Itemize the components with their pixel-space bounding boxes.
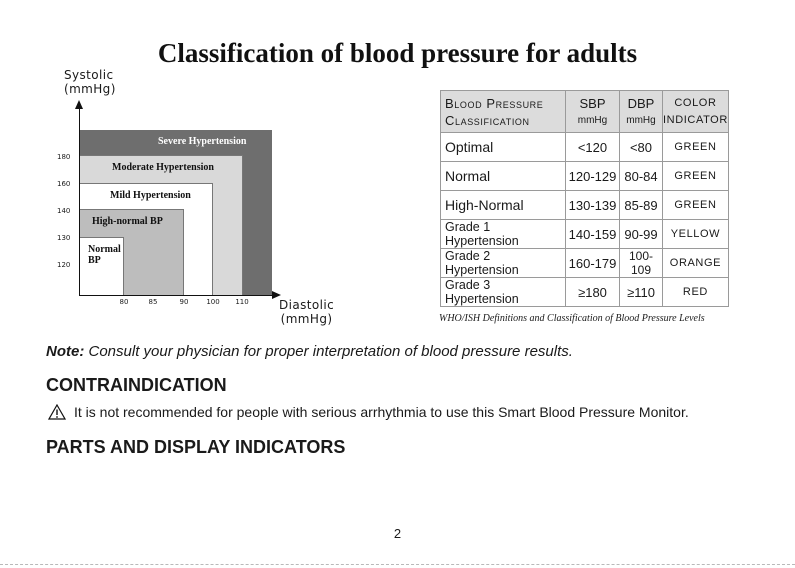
- row-color: YELLOW: [663, 220, 729, 249]
- header-classification-line2: Classification: [445, 112, 530, 128]
- page-title: Classification of blood pressure for adults: [157, 38, 638, 68]
- header-color-indicator: [663, 91, 729, 133]
- row-dbp: 100-109: [620, 249, 663, 278]
- contraindication-text: It is not recommended for people with serious arrhythmia to use this Smart Blood Pressure Monitor.: [74, 404, 689, 420]
- chart-band-label: Moderate Hypertension: [112, 162, 214, 173]
- row-classification: Normal: [441, 162, 566, 191]
- y-axis-line: [79, 108, 80, 296]
- row-sbp: 160-179: [566, 249, 620, 278]
- x-tick: 80: [119, 298, 129, 306]
- bp-classification-table: [440, 90, 729, 307]
- header-dbp: [620, 91, 663, 133]
- row-color: ORANGE: [663, 249, 729, 278]
- row-sbp: 140-159: [566, 220, 620, 249]
- row-classification: Grade 3 Hypertension: [441, 278, 566, 307]
- header-dbp-label: DBP: [627, 95, 655, 111]
- x-tick: 90: [179, 298, 189, 306]
- note-paragraph: [46, 343, 573, 360]
- row-dbp: 90-99: [620, 220, 663, 249]
- table-caption: WHO/ISH Definitions and Classification of Blood Pressure Levels: [439, 313, 705, 324]
- x-tick: 100: [206, 298, 220, 306]
- y-tick: 120: [57, 261, 71, 269]
- note-label: Note:: [46, 343, 85, 360]
- x-axis-label-line2: (mmHg): [280, 312, 333, 326]
- contraindication-heading: CONTRAINDICATION: [46, 375, 227, 395]
- table-header-row: [441, 91, 729, 133]
- row-color: GREEN: [663, 191, 729, 220]
- x-tick: 85: [148, 298, 158, 306]
- table-row: [441, 278, 729, 307]
- page-number: 2: [393, 526, 402, 541]
- row-color: GREEN: [663, 133, 729, 162]
- row-sbp: ≥180: [566, 278, 620, 307]
- table-row: [441, 220, 729, 249]
- chart-band-label: High-normal BP: [92, 216, 163, 227]
- bp-classification-chart: [0, 0, 400, 340]
- contraindication-warning: [48, 404, 689, 420]
- chart-band-label: Mild Hypertension: [110, 190, 191, 201]
- row-dbp: <80: [620, 133, 663, 162]
- header-color-line2: INDICATOR: [663, 113, 728, 126]
- x-axis-label-line1: Diastolic: [279, 298, 335, 312]
- x-axis-label: [279, 298, 334, 326]
- row-sbp: 130-139: [566, 191, 620, 220]
- table-row: [441, 191, 729, 220]
- y-tick: 180: [57, 153, 71, 161]
- row-sbp: 120-129: [566, 162, 620, 191]
- header-sbp: [566, 91, 620, 133]
- row-dbp: ≥110: [620, 278, 663, 307]
- chart-band: [80, 237, 124, 295]
- row-dbp: 80-84: [620, 162, 663, 191]
- page-bottom-rule: [0, 564, 795, 565]
- parts-heading: PARTS AND DISPLAY INDICATORS: [46, 437, 346, 457]
- y-axis-label-line2: (mmHg): [64, 82, 116, 96]
- note-text: Consult your physician for proper interpretation of blood pressure results.: [88, 343, 573, 360]
- row-classification: Grade 1 Hypertension: [441, 220, 566, 249]
- chart-band-label: Normal BP: [88, 244, 121, 266]
- warning-triangle-icon: [48, 404, 66, 420]
- y-axis-arrow-icon: [75, 100, 83, 109]
- y-axis-label: [64, 68, 116, 96]
- table-row: [441, 162, 729, 191]
- row-color: GREEN: [663, 162, 729, 191]
- header-classification: [441, 91, 566, 133]
- row-classification: Grade 2 Hypertension: [441, 249, 566, 278]
- x-tick: 110: [235, 298, 249, 306]
- x-axis-line: [79, 295, 274, 296]
- header-color-line1: COLOR: [674, 96, 717, 109]
- header-dbp-unit: mmHg: [626, 114, 656, 126]
- header-sbp-label: SBP: [579, 95, 606, 111]
- y-axis-label-line1: Systolic: [64, 68, 114, 82]
- y-tick: 160: [57, 180, 71, 188]
- row-classification: High-Normal: [441, 191, 566, 220]
- header-classification-line1: Blood Pressure: [445, 95, 544, 111]
- table-row: [441, 249, 729, 278]
- row-color: RED: [663, 278, 729, 307]
- row-classification: Optimal: [441, 133, 566, 162]
- y-tick: 140: [57, 207, 71, 215]
- table-row: [441, 133, 729, 162]
- row-sbp: <120: [566, 133, 620, 162]
- header-sbp-unit: mmHg: [577, 114, 608, 126]
- y-tick: 130: [57, 234, 71, 242]
- chart-band-label: Severe Hypertension: [158, 136, 247, 147]
- row-dbp: 85-89: [620, 191, 663, 220]
